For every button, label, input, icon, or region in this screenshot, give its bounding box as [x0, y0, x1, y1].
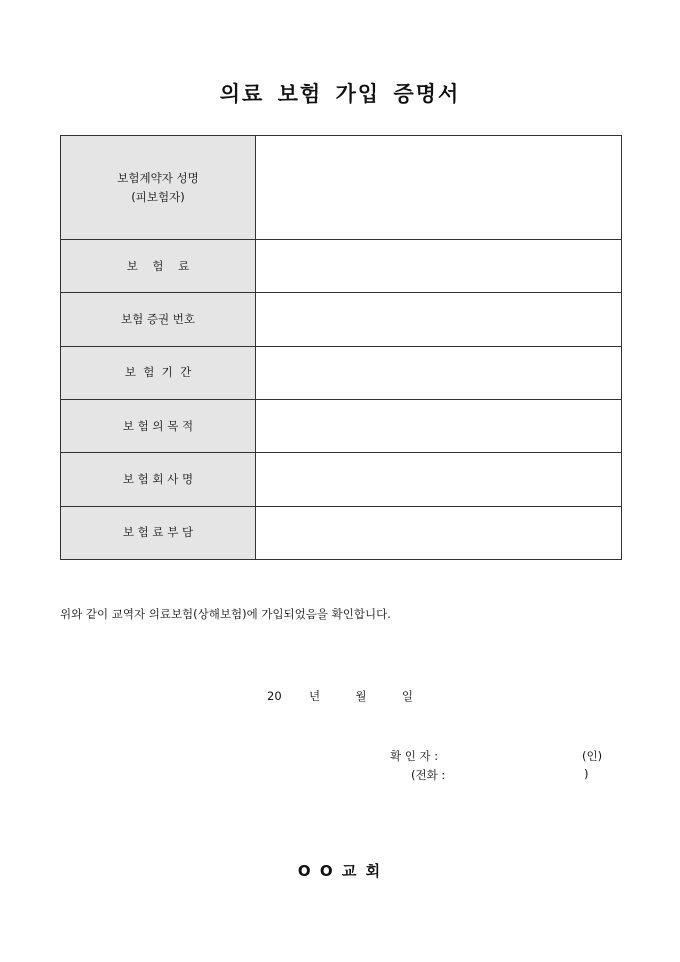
premium-payer-field[interactable]: [256, 506, 622, 559]
insurer-name-field[interactable]: [256, 453, 622, 506]
policyholder-name-label-line2: (피보험자): [131, 189, 185, 204]
year-label: 년: [309, 689, 321, 703]
insurance-period-label: 보 험 기 간: [61, 346, 256, 399]
confirmer-label: 확 인 자 :: [390, 749, 439, 763]
insurance-period-field[interactable]: [256, 346, 622, 399]
table-row: [61, 136, 622, 240]
table-row: [61, 506, 622, 559]
phone-label: (전화 :: [411, 768, 446, 782]
premium-field[interactable]: [256, 240, 622, 293]
month-label: 월: [355, 689, 367, 703]
table-row: [61, 399, 622, 452]
day-label: 일: [401, 689, 413, 703]
policy-number-label: 보험 증권 번호: [61, 293, 256, 346]
seal-mark: (인): [582, 749, 603, 763]
document-title: 의료 보험 가입 증명서: [219, 81, 461, 106]
certificate-form-table: [60, 135, 622, 560]
phone-close: ): [584, 767, 589, 781]
insurance-purpose-label: 보 험 의 목 적: [61, 399, 256, 452]
year-prefix: 20: [267, 689, 282, 703]
table-row: [61, 240, 622, 293]
policyholder-name-field[interactable]: [256, 136, 622, 240]
date-line: [0, 688, 680, 704]
table-row: [61, 346, 622, 399]
policyholder-name-label: [61, 136, 256, 240]
table-row: [61, 293, 622, 346]
policy-number-field[interactable]: [256, 293, 622, 346]
insurer-name-label: 보 험 회 사 명: [61, 453, 256, 506]
premium-label: 보 험 료: [61, 240, 256, 293]
table-row: [61, 453, 622, 506]
insurance-purpose-field[interactable]: [256, 399, 622, 452]
church-name: O O 교 회: [297, 862, 383, 880]
premium-payer-label: 보 험 료 부 담: [61, 506, 256, 559]
policyholder-name-label-line1: 보험계약자 성명: [117, 170, 199, 185]
confirmation-statement: 위와 같이 교역자 의료보험(상해보험)에 가입되었음을 확인합니다.: [60, 607, 391, 621]
